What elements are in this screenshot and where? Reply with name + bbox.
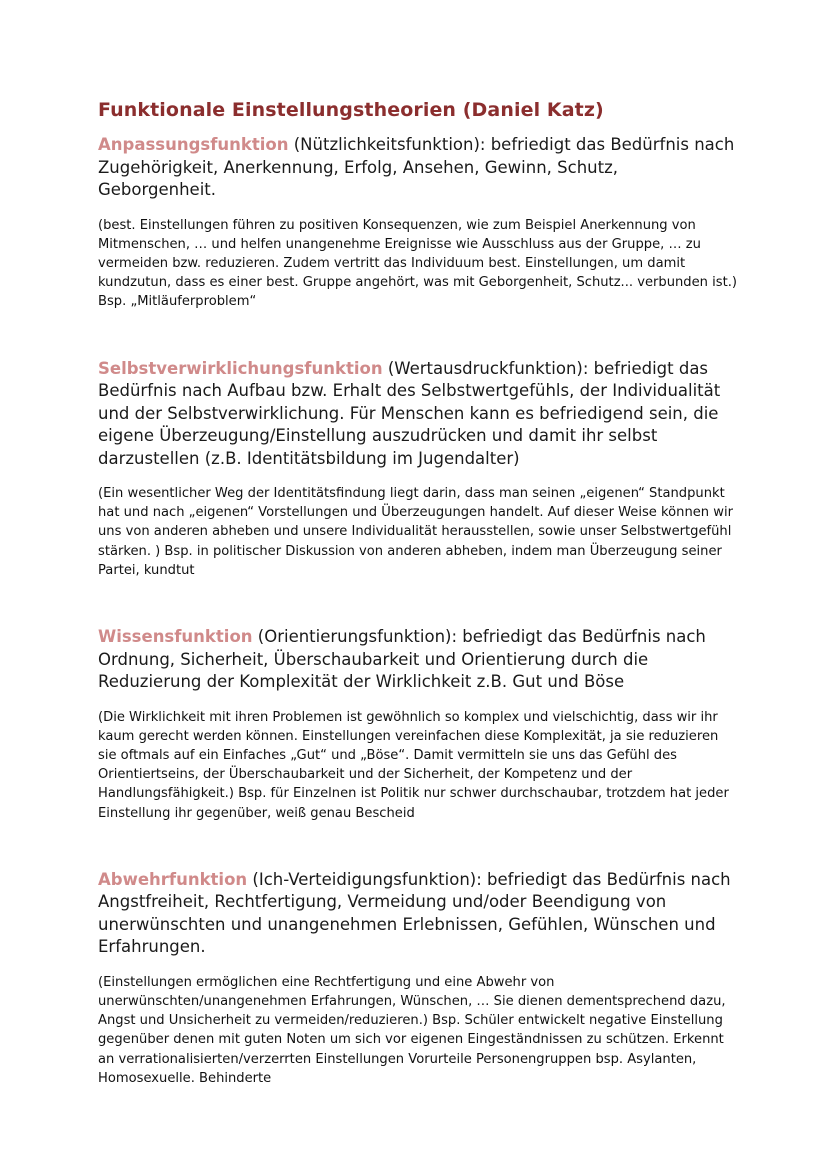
section-note: (Einstellungen ermöglichen eine Rechtfertigung und eine Abwehr von unerwünschten/unangenehmen Erfahrungen, Wünschen, … Sie dienen dementsprechend dazu, Angst und Unsicherheit zu vermeiden/reduzieren.) Bsp. Schüler entwickelt negative Einstellung gegenüber denen mit guten Noten um sich vor eigenen Eingeständnissen zu schützen. Erkennt an verrationalisierten/verzerrten Einstellungen Vorurteile Personengruppen bsp. Asylanten, Homosexuelle. Behinderte <box>98 974 726 1086</box>
section-lead-text: (Wertausdruckfunktion): befriedigt das Bedürfnis nach Aufbau bzw. Erhalt des Selbstwertgefühls, der Individualität und der Selbstverwirklichung. Für Menschen kann es befriedigend sein, die eigene Überzeugung/Einstellung auszudrücken und damit ihr selbst darzustellen (z.B. Identitätsbildung im Jugendalter) <box>98 358 721 468</box>
section-lead-text: (Ich-Verteidigungsfunktion): befriedigt das Bedürfnis nach Angstfreiheit, Rechtfertigung, Vermeidung und/oder Beendigung von unerwünschten und unangenehmen Erlebnissen, Gefühlen, Wünschen und Erfahrungen. <box>98 869 731 957</box>
section-note: (Ein wesentlicher Weg der Identitätsfindung liegt darin, dass man seinen „eigenen“ Standpunkt hat und nach „eigenen“ Vorstellungen und Überzeugungen handelt. Auf dieser Weise können wir uns von anderen abheben und unsere Individualität herausstellen, sowie unser Selbstwertgefühl stärken. ) Bsp. in politischer Diskussion von anderen abheben, indem man Überzeugung seiner Partei, kundtut <box>98 486 734 578</box>
page-title: Funktionale Einstellungstheorien (Daniel Katz) <box>98 99 604 121</box>
document-page <box>98 98 738 1088</box>
section-lead <box>98 869 738 959</box>
section-lead <box>98 134 738 202</box>
section-selbstverwirklichungsfunktion <box>98 358 738 581</box>
section-term: Abwehrfunktion <box>98 869 248 889</box>
section-lead <box>98 358 738 471</box>
section-lead-text: (Nützlichkeitsfunktion): befriedigt das Bedürfnis nach Zugehörigkeit, Anerkennung, Erfolg, Ansehen, Gewinn, Schutz, Geborgenheit. <box>98 135 735 199</box>
section-term: Selbstverwirklichungsfunktion <box>98 358 383 378</box>
section-note: (best. Einstellungen führen zu positiven Konsequenzen, wie zum Beispiel Anerkennung von Mitmenschen, … und helfen unangenehme Ereignisse wie Ausschluss aus der Gruppe, … zu vermeiden bzw. reduzieren. Zudem vertritt das Individuum best. Einstellungen, um damit kundzutun, dass es einer best. Gruppe angehört, was mit Geborgenheit, Schutz... verbunden ist.) Bsp. „Mitläuferproblem“ <box>98 217 737 310</box>
section-lead <box>98 626 738 694</box>
section-wissensfunktion <box>98 626 738 823</box>
section-term: Wissensfunktion <box>98 627 253 647</box>
section-abwehrfunktion <box>98 869 738 1088</box>
section-lead-text: (Orientierungsfunktion): befriedigt das Bedürfnis nach Ordnung, Sicherheit, Überschaubarkeit und Orientierung durch die Reduzierung der Komplexität der Wirklichkeit z.B. Gut und Böse <box>98 627 706 692</box>
section-note: (Die Wirklichkeit mit ihren Problemen ist gewöhnlich so komplex und vielschichtig, dass wir ihr kaum gerecht werden können. Einstellungen vereinfachen diese Komplexität, ja sie reduzieren sie oftmals auf ein Einfaches „Gut“ und „Böse“. Damit vermitteln sie uns das Gefühl des Orientiertseins, der Überschaubarkeit und der Sicherheit, der Kompetenz und der Handlungsfähigkeit.) Bsp. für Einzelnen ist Politik nur schwer durchschaubar, trotzdem hat jeder Einstellung ihr gegenüber, weiß genau Bescheid <box>98 709 729 821</box>
section-anpassungsfunktion <box>98 134 738 312</box>
section-term: Anpassungsfunktion <box>98 135 289 154</box>
